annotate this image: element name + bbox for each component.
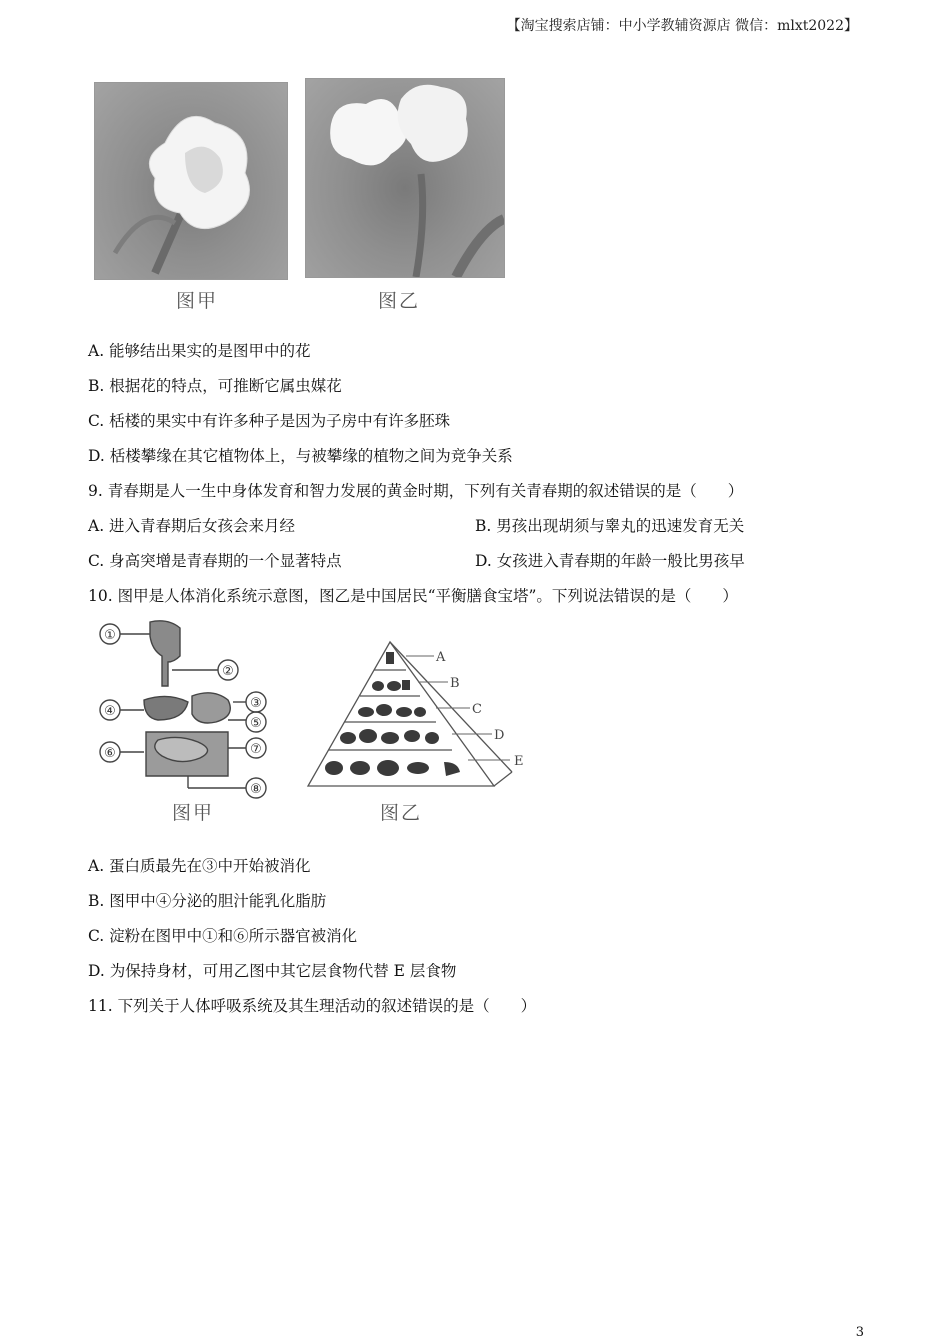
organ-label-4: ④ [104,704,116,719]
q10-option-a: A. 蛋白质最先在③中开始被消化 [88,857,311,875]
food-pyramid-icon [298,636,548,816]
organ-label-8: ⑧ [250,782,262,797]
q10-stem: 10. 图甲是人体消化系统示意图，图乙是中国居民“平衡膳食宝塔”。下列说法错误的是（ ） [88,587,738,605]
flower-photo-left [94,82,288,280]
digestion-figure [88,616,548,831]
flower-icon [95,83,287,279]
q9-option-c: C. 身高突增是青春期的一个显著特点 [88,552,342,570]
q8-option-d: D. 栝楼攀缘在其它植物体上，与被攀缘的植物之间为竞争关系 [88,447,513,465]
organ-label-1: ① [104,628,116,643]
q8-option-c: C. 栝楼的果实中有许多种子是因为子房中有许多胚珠 [88,412,451,430]
q9-stem: 9. 青春期是人一生中身体发育和智力发展的黄金时期，下列有关青春期的叙述错误的是（ ） [88,482,744,500]
digestive-system-icon [88,616,288,806]
digestion-caption-jia: 图甲 [172,802,215,824]
flower-figure [88,78,508,313]
organ-label-2: ② [222,664,234,679]
q9-option-b: B. 男孩出现胡须与睾丸的迅速发育无关 [475,517,745,535]
flower-icon [306,79,504,277]
organ-label-3: ③ [250,696,262,711]
organ-label-5: ⑤ [250,716,262,731]
q9-option-d: D. 女孩进入青春期的年龄一般比男孩早 [475,552,745,570]
pyramid-label-e: E [514,754,524,769]
pyramid-label-c: C [472,702,482,717]
pyramid-label-b: B [450,676,460,691]
page-number: 3 [855,1325,864,1340]
pyramid-label-d: D [494,728,505,743]
q10-option-c: C. 淀粉在图甲中①和⑥所示器官被消化 [88,927,358,945]
q8-option-a: A. 能够结出果实的是图甲中的花 [88,342,311,360]
page-header: 【淘宝搜索店铺：中小学教辅资源店 微信：mlxt2022】 [506,18,858,34]
q11-stem: 11. 下列关于人体呼吸系统及其生理活动的叙述错误的是（ ） [88,997,537,1015]
organ-label-6: ⑥ [104,746,116,761]
q10-option-d: D. 为保持身材，可用乙图中其它层食物代替 E 层食物 [88,962,457,980]
q8-option-b: B. 根据花的特点，可推断它属虫媒花 [88,377,342,395]
organ-label-7: ⑦ [250,742,262,757]
q10-option-b: B. 图甲中④分泌的胆汁能乳化脂肪 [88,892,327,910]
figure-caption-jia: 图甲 [176,290,219,312]
flower-photo-right [305,78,505,278]
figure-caption-yi: 图乙 [378,290,421,312]
pyramid-label-a: A [436,650,446,665]
q9-option-a: A. 进入青春期后女孩会来月经 [88,517,296,535]
pyramid-caption-yi: 图乙 [380,802,423,824]
